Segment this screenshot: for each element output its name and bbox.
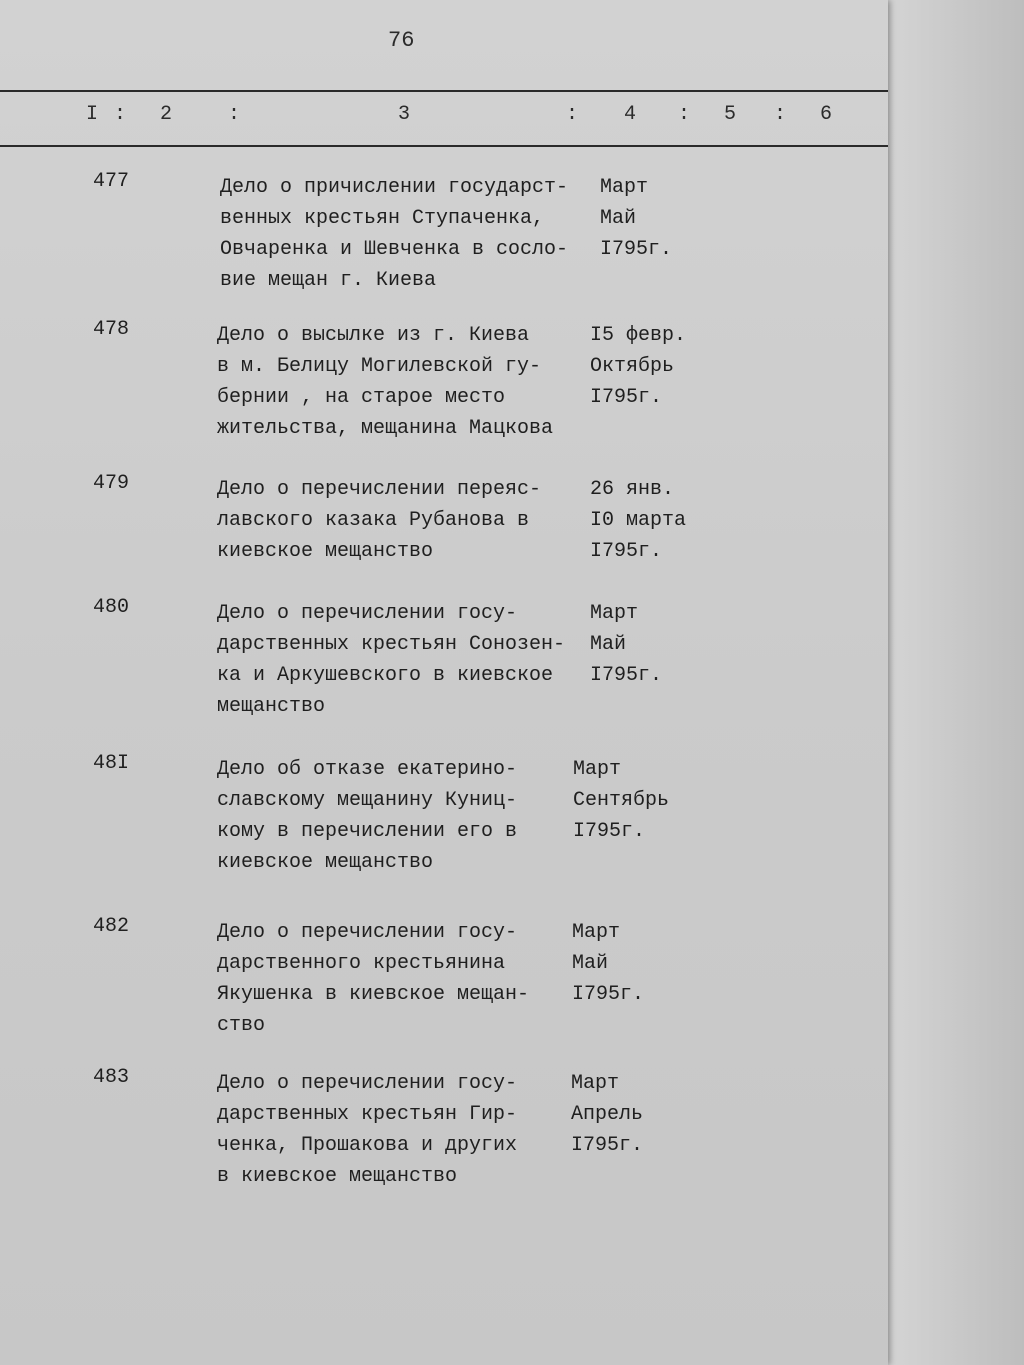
date-line: I795г. [573,820,646,843]
date-line: Апрель [571,1103,644,1126]
entry-number: 479 [93,472,130,495]
description-line: Дело о причислении государст- [220,176,569,199]
date-line: I0 марта [590,509,687,532]
column-separator: : [566,103,579,126]
date-line: Май [600,207,637,230]
entry-description [217,1068,597,1192]
description-line: ка и Аркушевского в киевское [217,664,554,687]
entry-dates [590,320,686,413]
date-line: I795г. [600,238,673,261]
description-line: ство [217,1014,266,1037]
description-line: дарственных крестьян Гир- [217,1103,518,1126]
description-line: бернии , на старое место [217,386,506,409]
entry-description [220,172,600,296]
column-separator: : [774,103,787,126]
date-line: Март [573,758,622,781]
description-line: ченка, Прошакова и других [217,1134,518,1157]
date-line: I795г. [572,983,645,1006]
date-line: Май [590,633,627,656]
entry-dates [572,917,644,1010]
date-line: I795г. [590,386,663,409]
page-number: 76 [388,28,415,53]
date-line: Март [590,602,639,625]
date-line: I795г. [590,664,663,687]
entry-description [217,917,597,1041]
description-line: дарственного крестьянина [217,952,506,975]
header-top-rule [0,90,888,92]
entry-number: 478 [93,318,130,341]
entry-description [217,320,597,444]
column-header-4: 4 [624,103,637,126]
description-line: дарственных крестьян Сонозен- [217,633,566,656]
description-line: киевское мещанство [217,851,434,874]
description-line: Дело о перечислении госу- [217,921,518,944]
column-header-5: 5 [724,103,737,126]
entry-number: 482 [93,915,130,938]
description-line: Дело о перечислении госу- [217,1072,518,1095]
background-right-surface [874,0,1024,1365]
date-line: Сентябрь [573,789,670,812]
description-line: Дело о перечислении госу- [217,602,518,625]
entry-description [217,754,597,878]
description-line: Овчаренка и Шевченка в сосло- [220,238,569,261]
column-header-3: 3 [398,103,411,126]
entry-number: 480 [93,596,130,619]
header-bottom-rule [0,145,888,147]
date-line: Октябрь [590,355,675,378]
column-header-1: I [86,103,99,126]
date-line: 26 янв. [590,478,675,501]
column-separator: : [678,103,691,126]
entry-dates [573,754,669,847]
description-line: жительства, мещанина Мацкова [217,417,554,440]
column-separator: : [228,103,241,126]
entry-dates [600,172,672,265]
description-line: в м. Белицу Могилевской гу- [217,355,542,378]
entry-dates [590,598,662,691]
description-line: киевское мещанство [217,540,434,563]
column-header-6: 6 [820,103,833,126]
column-separator: : [114,103,127,126]
date-line: Март [600,176,649,199]
description-line: лавского казака Рубанова в [217,509,530,532]
entry-dates [571,1068,643,1161]
entry-number: 483 [93,1066,130,1089]
entry-number: 48I [93,752,130,775]
description-line: кому в перечислении его в [217,820,518,843]
description-line: славскому мещанину Куниц- [217,789,518,812]
entry-description [217,474,597,567]
description-line: мещанство [217,695,326,718]
entry-description [217,598,597,722]
column-header-2: 2 [160,103,173,126]
description-line: венных крестьян Ступаченка, [220,207,545,230]
description-line: Дело о перечислении переяс- [217,478,542,501]
entry-number: 477 [93,170,130,193]
date-line: Май [572,952,609,975]
description-line: в киевское мещанство [217,1165,458,1188]
entry-dates [590,474,686,567]
description-line: Дело об отказе екатерино- [217,758,518,781]
date-line: Март [572,921,621,944]
date-line: Март [571,1072,620,1095]
description-line: Дело о высылке из г. Киева [217,324,530,347]
date-line: I795г. [571,1134,644,1157]
date-line: I795г. [590,540,663,563]
date-line: I5 февр. [590,324,687,347]
description-line: вие мещан г. Киева [220,269,437,292]
description-line: Якушенка в киевское мещан- [217,983,530,1006]
